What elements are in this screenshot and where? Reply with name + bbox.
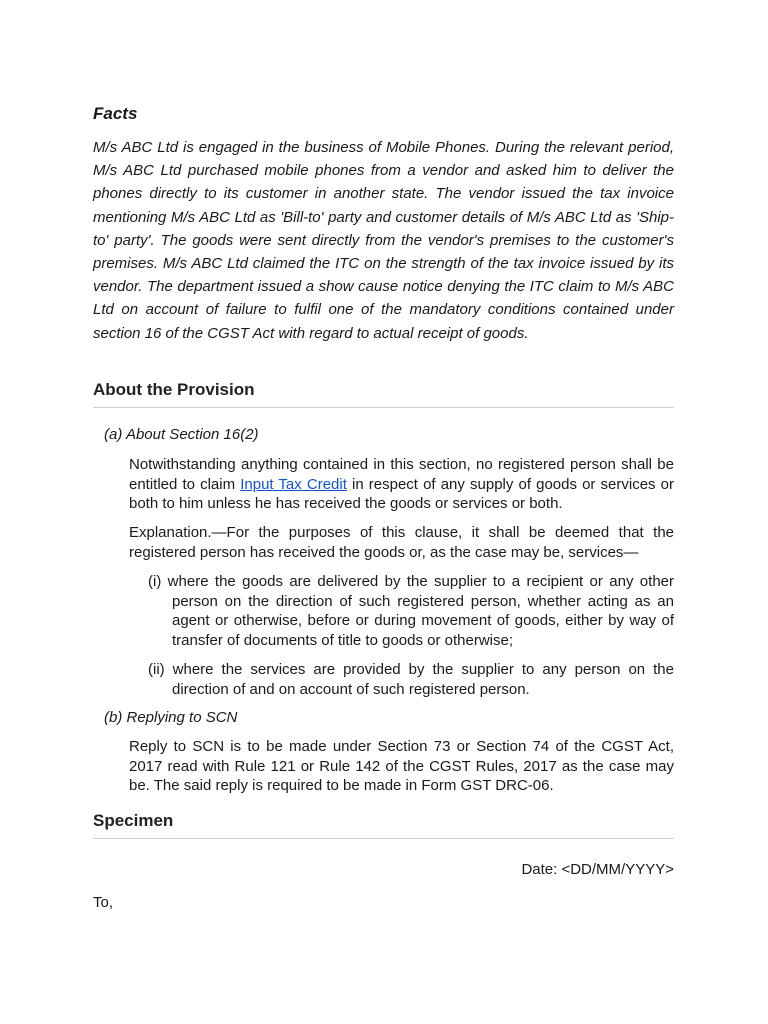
replying-scn-paragraph: Reply to SCN is to be made under Section 73 or Section 74 of the CGST Act, 2017 read with Rule 121 or Rule 142 of the CGST Rules, 2017 as the case may be. The said reply is required to be made in Form GST DRC-06. <box>129 738 674 794</box>
input-tax-credit-link[interactable]: Input Tax Credit <box>240 475 347 493</box>
specimen-date: Date: <DD/MM/YYYY> <box>521 861 674 878</box>
section-16-2-subheading: (a) About Section 16(2) <box>104 426 259 443</box>
replying-scn-subheading: (b) Replying to SCN <box>104 709 238 726</box>
explanation-item-i: (i) where the goods are delivered by the supplier to a recipient or any other person on the direction of such registered person, whether acting as an agent or otherwise, before or during movement of goods, either by way of transfer of documents of title to goods or otherwise; <box>148 573 674 649</box>
facts-heading: Facts <box>93 104 138 123</box>
facts-paragraph: M/s ABC Ltd is engaged in the business of Mobile Phones. During the relevant period, M/s ABC Ltd purchased mobile phones from a vendor and asked him to deliver the phones directly to its customer in another state. The vendor issued the tax invoice mentioning M/s ABC Ltd as 'Bill-to' party and customer details of M/s ABC Ltd as 'Ship-to' party'. The goods were sent directly from the vendor's premises to the customer's premises. M/s ABC Ltd claimed the ITC on the strength of the tax invoice issued by its vendor. The department issued a show cause notice denying the ITC claim to M/s ABC Ltd on account of failure to fulfil one of the mandatory conditions contained under section 16 of the CGST Act with regard to actual receipt of goods. <box>93 139 674 342</box>
specimen-heading: Specimen <box>93 811 674 839</box>
about-provision-heading: About the Provision <box>93 380 674 408</box>
explanation-paragraph: Explanation.—For the purposes of this clause, it shall be deemed that the registered person has received the goods or, as the case may be, services— <box>129 524 674 561</box>
specimen-to-line: To, <box>93 894 114 911</box>
section-16-2-text-before: Notwithstanding anything contained in this section, no registered person shall be entitled to claim <box>129 456 674 493</box>
explanation-item-ii: (ii) where the services are provided by the supplier to any person on the direction of and on account of such registered person. <box>148 661 674 698</box>
section-16-2-paragraph <box>129 455 674 514</box>
section-16-2-text-after: in respect of any supply of goods or services or both to him unless he has received the goods or services or both. <box>129 475 674 512</box>
